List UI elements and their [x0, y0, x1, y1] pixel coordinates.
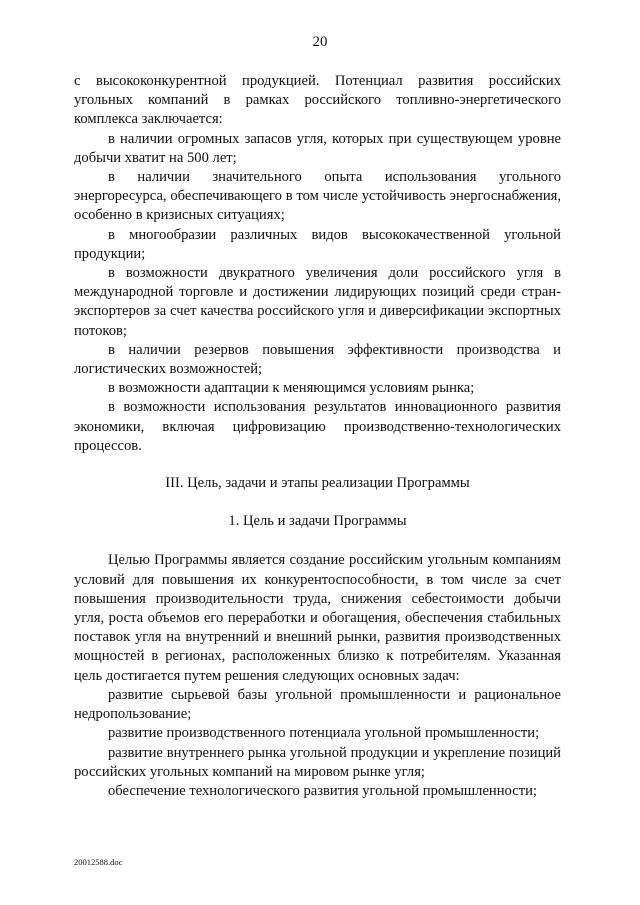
- paragraph-item: в многообразии различных видов высококачественной угольной продукции;: [74, 226, 561, 262]
- task-item: развитие производственного потенциала угольной промышленности;: [108, 725, 540, 742]
- paragraph-intro: с высококонкурентной продукцией. Потенциал развития российских угольных компаний в рамках российского топливно-энергетического комплекса заключается:: [74, 73, 561, 128]
- paragraph-item: в возможности двукратного увеличения доли российского угля в международной торговле и достижении лидирующих позиций среди стран-экспортеров за счет качества российского угля и диверсификации экспортных потоков;: [74, 265, 561, 339]
- paragraph-item: в наличии значительного опыта использования угольного энергоресурса, обеспечивающего в том числе устойчивость энергоснабжения, особенно в кризисных ситуациях;: [74, 169, 561, 224]
- paragraph-item: в наличии огромных запасов угля, которых при существующем уровне добычи хватит на 500 лет;: [74, 130, 561, 166]
- document-body: [74, 72, 561, 801]
- footer-filename: 20012588.doc: [74, 857, 123, 867]
- section-heading: III. Цель, задачи и этапы реализации Программы: [165, 475, 470, 492]
- task-item: развитие внутреннего рынка угольной продукции и укрепление позиций российских угольных компаний на мировом рынке угля;: [74, 744, 561, 780]
- page-number: 20: [312, 34, 328, 50]
- paragraph-item: в наличии резервов повышения эффективности производства и логистических возможностей;: [74, 341, 561, 378]
- paragraph-item: в возможности адаптации к меняющимся условиям рынка;: [108, 380, 475, 397]
- task-item: обеспечение технологического развития угольной промышленности;: [108, 782, 537, 799]
- goal-paragraph: Целью Программы является создание российским угольным компаниям условий для повышения их конкурентоспособности, в том числе за счет повышения производительности труда, снижения себестоимости добычи угля, роста объемов его переработки и обогащения, обеспечения стабильных поставок угля на внутренний и внешний рынки, развития производственных мощностей в регионах, расположенных близко к потребителям. Указанная цель достигается путем решения следующих основных задач:: [74, 552, 561, 684]
- paragraph-item: в возможности использования результатов инновационного развития экономики, включая цифровизацию производственно-технологических процессов.: [74, 399, 561, 454]
- task-item: развитие сырьевой базы угольной промышленности и рациональное недропользование;: [74, 686, 561, 723]
- subsection-heading: 1. Цель и задачи Программы: [228, 513, 407, 530]
